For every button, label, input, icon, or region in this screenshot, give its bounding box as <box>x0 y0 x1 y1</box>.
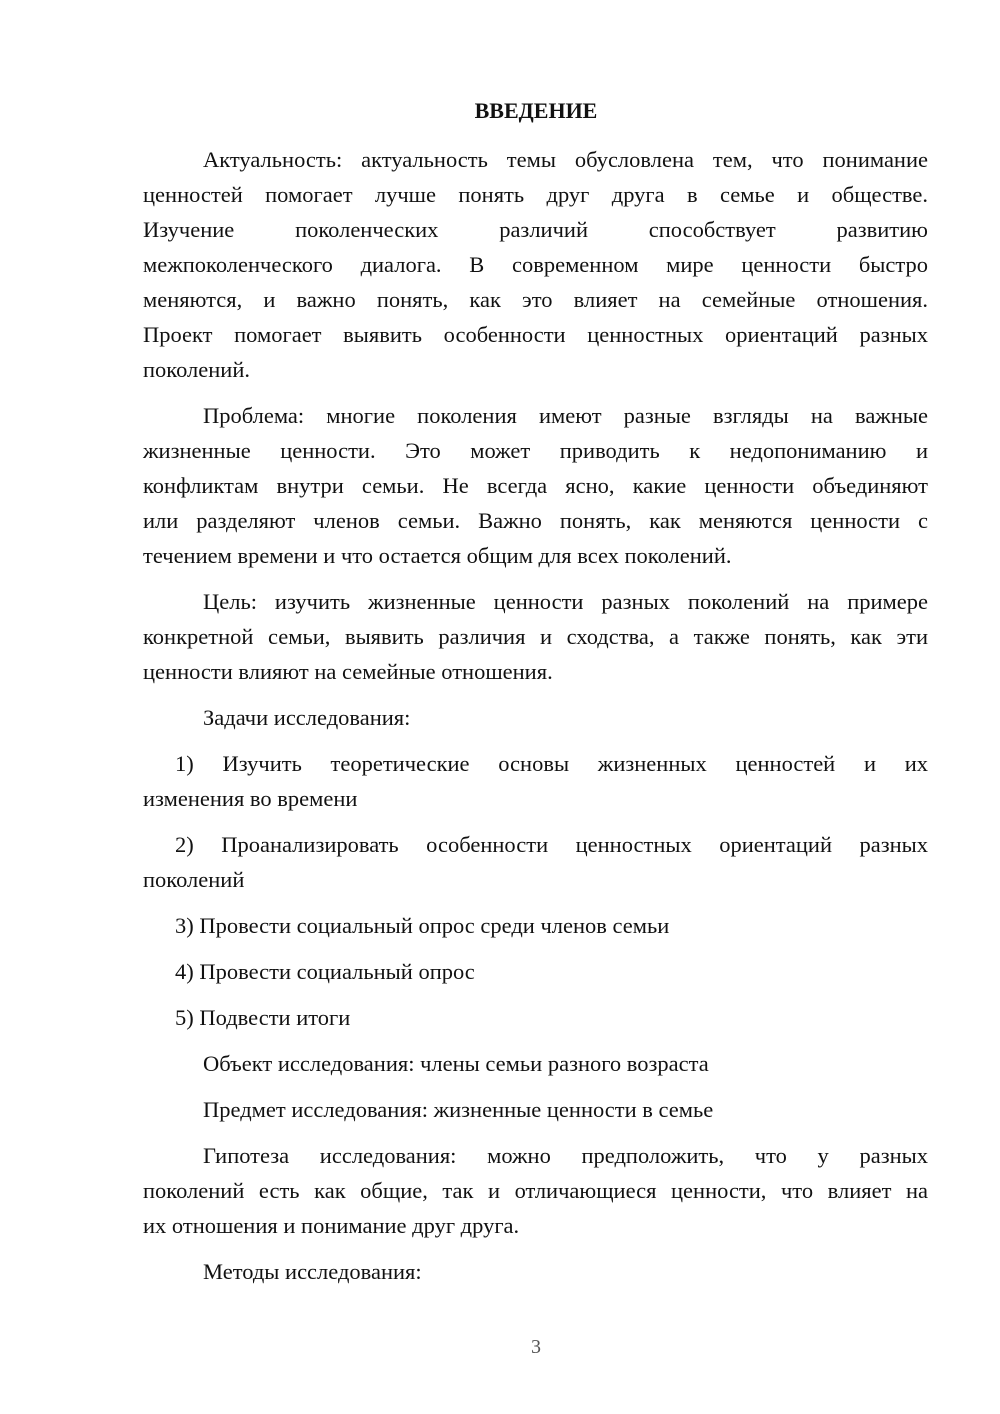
text-line: 5) Подвести итоги <box>175 1005 351 1030</box>
page-title: ВВЕДЕНИЕ <box>474 98 598 123</box>
text-line: Объект исследования: члены семьи разного возраста <box>203 1051 709 1076</box>
text-line: ценности влияют на семейные отношения. <box>143 659 553 684</box>
paragraph <box>143 1254 928 1289</box>
text-line: 2) Проанализировать особенности ценностных ориентаций разных <box>175 832 928 857</box>
list-item <box>143 827 928 897</box>
list-item <box>143 746 928 816</box>
paragraph <box>143 1138 928 1243</box>
text-line: меняются, и важно понять, как это влияет на семейные отношения. <box>143 287 928 312</box>
text-line: ценностей помогает лучше понять друг друга в семье и обществе. <box>143 182 928 207</box>
text-line: поколений <box>143 867 245 892</box>
text-line: поколений. <box>143 357 250 382</box>
document-body <box>143 142 928 1289</box>
paragraph <box>143 1046 928 1081</box>
list-item <box>143 954 928 989</box>
text-line: или разделяют членов семьи. Важно понять, как меняются ценности с <box>143 508 928 533</box>
paragraph <box>143 1092 928 1127</box>
paragraph <box>143 398 928 573</box>
text-line: жизненные ценности. Это может приводить к недопониманию и <box>143 438 928 463</box>
text-line: поколений есть как общие, так и отличающиеся ценности, что влияет на <box>143 1178 928 1203</box>
text-line: 4) Провести социальный опрос <box>175 959 475 984</box>
list-item <box>143 908 928 943</box>
paragraph <box>143 700 928 735</box>
text-line: Изучение поколенческих различий способствует развитию <box>143 217 928 242</box>
text-line: 1) Изучить теоретические основы жизненных ценностей и их <box>175 751 928 776</box>
text-line: межпоколенческого диалога. В современном мире ценности быстро <box>143 252 928 277</box>
text-line: Предмет исследования: жизненные ценности в семье <box>203 1097 714 1122</box>
text-line: течением времени и что остается общим для всех поколений. <box>143 543 732 568</box>
text-line: конфликтам внутри семьи. Не всегда ясно, какие ценности объединяют <box>143 473 928 498</box>
text-line: изменения во времени <box>143 786 358 811</box>
text-line: конкретной семьи, выявить различия и сходства, а также понять, как эти <box>143 624 928 649</box>
text-line: Проблема: многие поколения имеют разные взгляды на важные <box>203 403 928 428</box>
paragraph <box>143 584 928 689</box>
text-line: Цель: изучить жизненные ценности разных поколений на примере <box>203 589 928 614</box>
text-line: Проект помогает выявить особенности ценностных ориентаций разных <box>143 322 928 347</box>
page-number: 3 <box>531 1336 541 1358</box>
text-line: Актуальность: актуальность темы обусловлена тем, что понимание <box>203 147 928 172</box>
list-item <box>143 1000 928 1035</box>
paragraph <box>143 142 928 387</box>
text-line: Гипотеза исследования: можно предположить, что у разных <box>203 1143 928 1168</box>
text-line: их отношения и понимание друг друга. <box>143 1213 520 1238</box>
text-line: Методы исследования: <box>203 1259 422 1284</box>
text-line: Задачи исследования: <box>203 705 411 730</box>
text-line: 3) Провести социальный опрос среди членов семьи <box>175 913 670 938</box>
